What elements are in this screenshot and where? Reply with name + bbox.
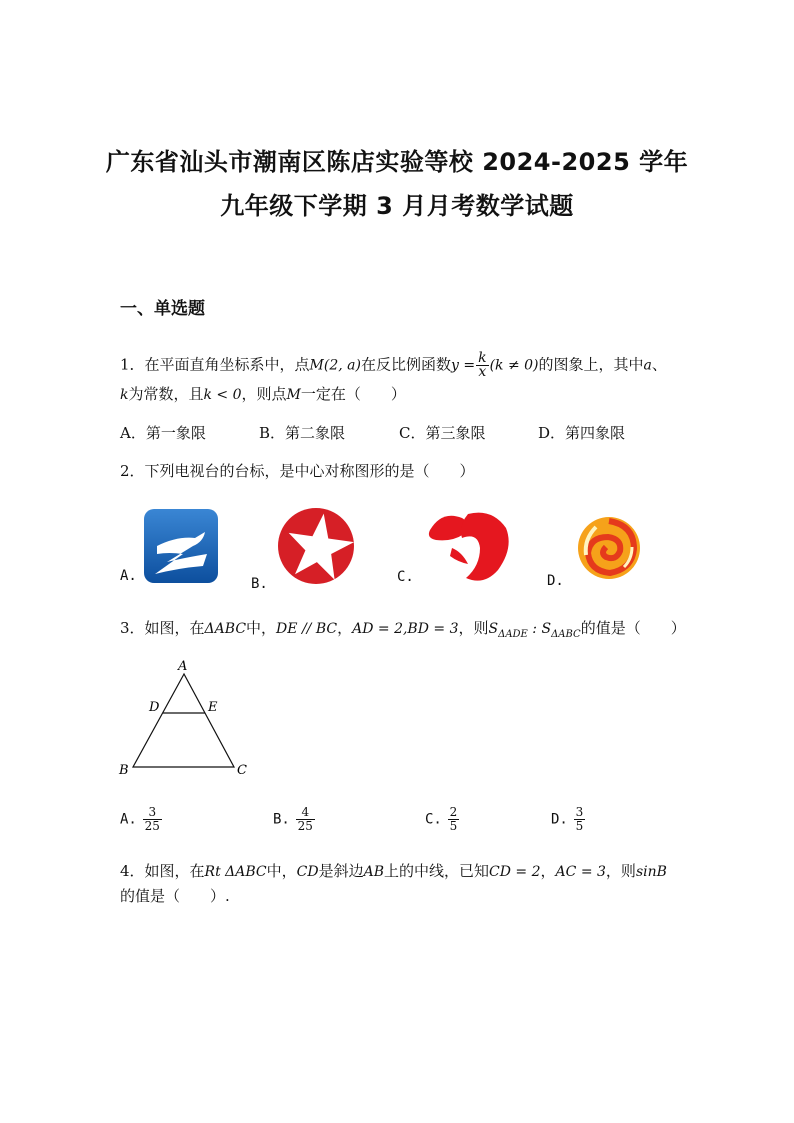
q3-option-d[interactable]: [551, 806, 586, 833]
q3-option-a[interactable]: [120, 806, 163, 833]
q1-text: 、: [651, 355, 667, 374]
q3-option-c-fraction: [448, 806, 460, 833]
q3-ratio-s1: S: [488, 621, 499, 637]
section-heading: 一、单选题: [120, 299, 205, 319]
q3-option-a-fraction: [143, 806, 162, 833]
q3-option-a-num: 3: [143, 806, 162, 820]
q3-tri: ΔABC: [204, 621, 247, 637]
question-2-text: 2．下列电视台的台标，是中心对称图形的是（ ）: [120, 462, 475, 480]
q3-option-a-den: 25: [144, 819, 160, 833]
label-a: A: [178, 659, 188, 674]
red-ribbon-logo-icon: [422, 508, 512, 584]
q1-func-num: k: [478, 350, 487, 366]
q2-option-b[interactable]: B.: [251, 576, 268, 592]
q1-text: ，则点: [241, 385, 287, 403]
q4-text: 上的中线，已知: [384, 862, 490, 880]
q3-option-c-num: 2: [449, 805, 458, 819]
q4-tri: Rt ΔABC: [204, 864, 267, 880]
q1-text: 为常数，且: [128, 385, 204, 403]
q4-text: ，则: [605, 862, 636, 880]
question-4-line-2: 的值是（ ）.: [120, 887, 230, 905]
q3-text: 的值是（ ）: [580, 619, 686, 637]
q1-option-c[interactable]: C．第三象限: [399, 424, 486, 442]
q1-func-den: x: [478, 364, 487, 380]
q3-option-b[interactable]: [273, 806, 316, 833]
q3-ratio-sub1: ΔADE: [498, 629, 528, 640]
q3-text: 3．如图，在: [120, 619, 205, 637]
q3-lengths: AD = 2,BD = 3: [352, 621, 459, 637]
q1-func-cond: (k ≠ 0): [489, 357, 539, 374]
q3-parallel: DE // BC: [276, 621, 338, 637]
q4-sinb: sinB: [635, 864, 667, 880]
q2-option-d[interactable]: D.: [547, 573, 564, 589]
q3-option-d-fraction: [574, 806, 586, 833]
q3-option-a-label: A.: [120, 811, 137, 828]
q1-text: 一定在（ ）: [300, 385, 406, 403]
q1-func-fraction: [476, 352, 488, 379]
q3-option-d-den: 5: [575, 819, 584, 833]
q1-var-m: M: [286, 387, 301, 403]
label-b: B: [119, 763, 129, 778]
phoenix-swirl-logo-icon: [576, 515, 642, 581]
q3-option-b-num: 4: [296, 806, 315, 820]
q3-option-c-den: 5: [449, 819, 458, 833]
q3-text: ，则: [458, 619, 489, 637]
q4-cd-value: CD = 2: [489, 864, 541, 880]
q4-text: ，: [540, 862, 556, 880]
q3-text: 中，: [246, 619, 277, 637]
q1-option-b[interactable]: B．第二象限: [259, 424, 346, 442]
q1-var-a: a: [643, 357, 652, 374]
q2-option-a[interactable]: A.: [120, 568, 137, 584]
q1-cond: k < 0: [203, 387, 242, 403]
q3-option-c[interactable]: [425, 806, 460, 833]
q1-option-d[interactable]: D．第四象限: [538, 424, 626, 442]
q3-option-b-label: B.: [273, 811, 290, 828]
q4-ab: AB: [363, 864, 385, 880]
q4-cd: CD: [296, 864, 319, 880]
q3-option-d-num: 3: [575, 805, 584, 819]
q4-text: 是斜边: [318, 862, 364, 880]
zhejiang-tv-logo-icon: [143, 508, 219, 584]
red-star-logo-icon: [277, 507, 355, 585]
q2-option-c[interactable]: C.: [397, 569, 414, 585]
question-3-text: [120, 617, 686, 640]
q1-option-a[interactable]: A．第一象限: [120, 424, 206, 442]
q3-option-b-den: 25: [297, 819, 313, 833]
q4-ac-value: AC = 3: [555, 864, 606, 880]
q3-ratio-colon: :: [527, 621, 542, 637]
q1-point: M(2, a): [309, 357, 361, 374]
q1-text: 的图象上，其中: [538, 355, 644, 374]
q3-ratio-s2: S: [541, 621, 552, 637]
question-4-line-1: [120, 860, 667, 881]
triangle-abc: [133, 674, 234, 767]
q3-option-c-label: C.: [425, 811, 442, 828]
label-c: C: [237, 763, 247, 778]
q4-text: 中，: [266, 862, 297, 880]
label-d: D: [149, 700, 160, 715]
q3-triangle-figure: [114, 654, 260, 780]
title-line-1: 广东省汕头市潮南区陈店实验等校 2024-2025 学年: [105, 148, 689, 176]
q4-text: 4．如图，在: [120, 862, 205, 880]
label-e: E: [208, 700, 218, 715]
question-1-line-2: [120, 383, 406, 404]
q3-option-b-fraction: [296, 806, 315, 833]
q1-text: 在反比例函数: [360, 355, 451, 374]
q1-func-y: y =: [450, 357, 476, 374]
question-1-line-1: [120, 352, 667, 379]
q1-text: 1．在平面直角坐标系中，点: [120, 355, 310, 374]
q1-var-k: k: [120, 387, 129, 403]
q3-ratio-sub2: ΔABC: [551, 629, 581, 640]
q3-text: ，: [337, 619, 353, 637]
q3-option-d-label: D.: [551, 811, 568, 828]
title-line-2: 九年级下学期 3 月月考数学试题: [220, 192, 574, 220]
